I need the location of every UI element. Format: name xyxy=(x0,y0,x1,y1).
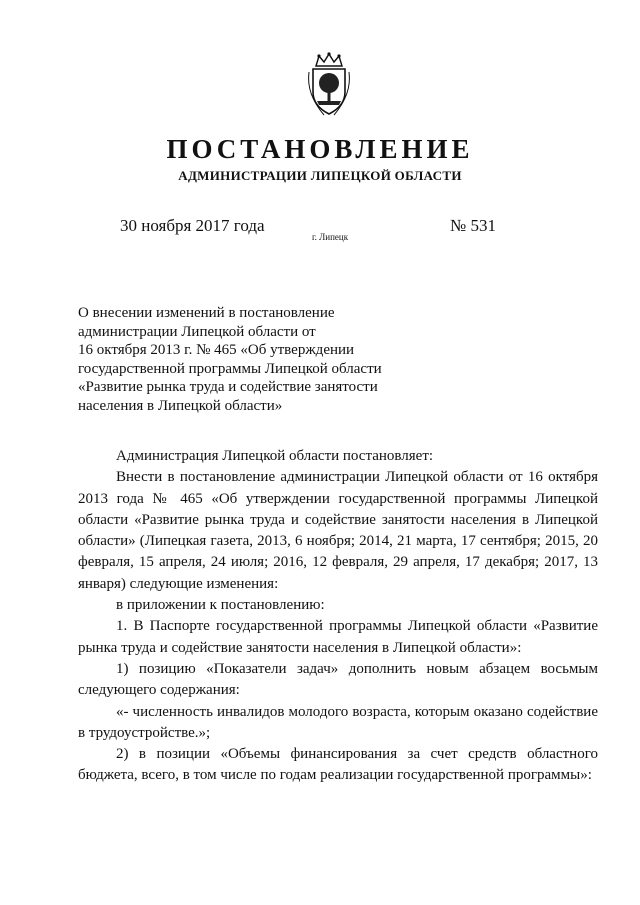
document-subtitle: АДМИНИСТРАЦИИ ЛИПЕЦКОЙ ОБЛАСТИ xyxy=(178,168,462,183)
subject-line: «Развитие рынка труда и содействие занятости xyxy=(78,379,378,395)
body-paragraph: 1) позицию «Показатели задач» дополнить новым абзацем восьмым следующего содержания: xyxy=(78,660,598,699)
subject-line: 16 октября 2013 г. № 465 «Об утверждении xyxy=(78,342,355,358)
document-body xyxy=(78,446,598,787)
document-title: ПОСТАНОВЛЕНИЕ xyxy=(166,134,474,164)
body-paragraph: «- численность инвалидов молодого возраста, которым оказано содействие в трудоустройстве.»; xyxy=(78,703,598,741)
document-city: г. Липецк xyxy=(312,232,349,242)
body-paragraph: 2) в позиции «Объемы финансирования за счет средств областного бюджета, всего, в том числе по годам реализации государственной программы»: xyxy=(78,746,598,784)
subject-line: администрации Липецкой области от xyxy=(78,323,316,340)
document-number: № 531 xyxy=(450,216,496,235)
document-subject xyxy=(78,304,418,415)
subject-line: государственной программы Липецкой области xyxy=(78,360,382,377)
body-paragraph: в приложении к постановлению: xyxy=(116,597,325,614)
subject-line: О внесении изменений в постановление xyxy=(78,305,335,321)
document-date: 30 ноября 2017 года xyxy=(120,216,265,235)
body-paragraph: Администрация Липецкой области постановляет: xyxy=(116,448,434,464)
subject-line: населения в Липецкой области» xyxy=(78,397,283,414)
coat-of-arms-icon xyxy=(304,52,354,118)
body-paragraph: Внести в постановление администрации Липецкой области от 16 октября 2013 года № 465 «Об утверждении государственной программы Липецкой области «Развитие рынка труда и содействие занятости населения в Липецкой области» (Липецкая газета, 2013, 6 ноября; 2014, 21 марта, 17 сентября; 2015, 20 февраля, 15 апреля, 24 июля; 2016, 12 февраля, 29 апреля, 17 декабря; 2017, 13 января) следующие изменения: xyxy=(78,469,598,592)
body-paragraph: 1. В Паспорте государственной программы Липецкой области «Развитие рынка труда и содействие занятости населения в Липецкой области»: xyxy=(78,618,598,656)
